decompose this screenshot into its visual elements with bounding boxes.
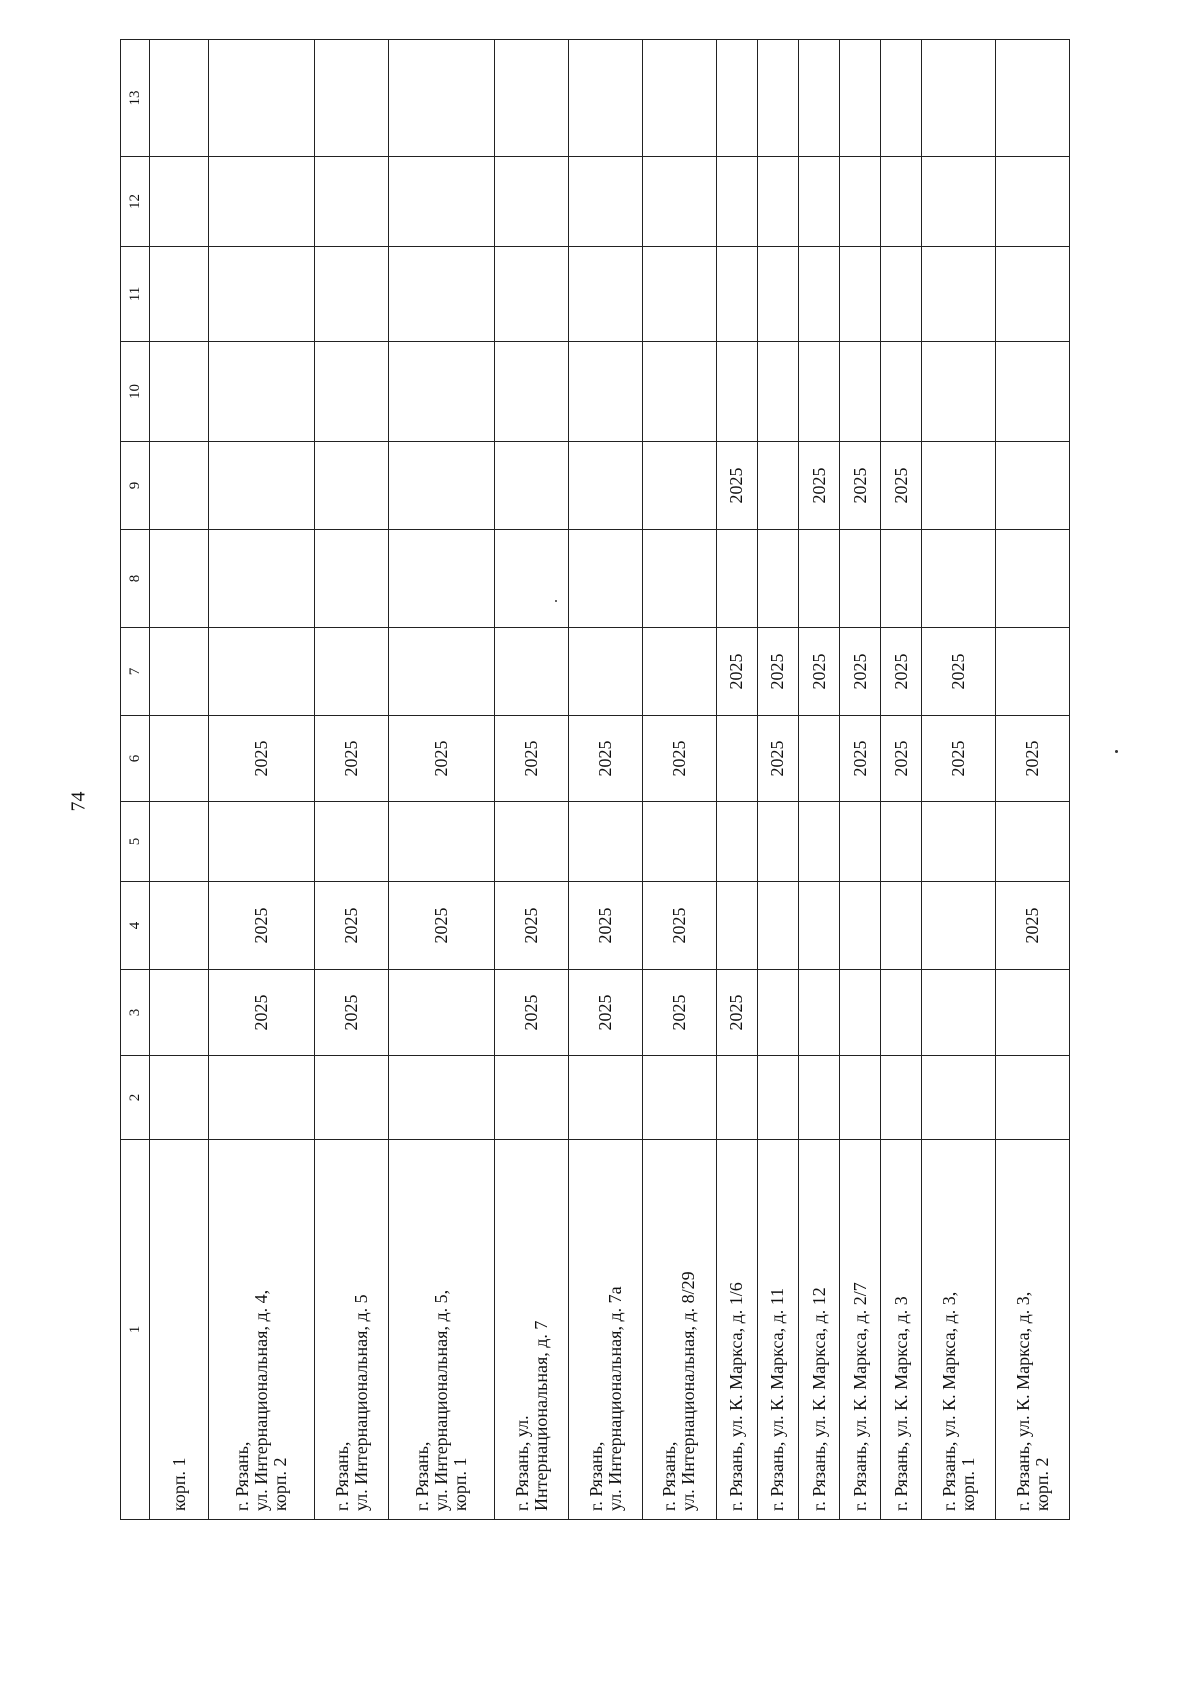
- year-cell-col-6: 2025: [569, 716, 643, 802]
- year-cell-col-6: 2025: [840, 716, 881, 802]
- year-cell-col-9: [642, 442, 716, 530]
- column-header-12: 12: [121, 157, 150, 247]
- schedule-table: [120, 39, 1070, 1520]
- year-cell-col-13: [996, 40, 1070, 157]
- year-cell-col-13: [881, 40, 922, 157]
- year-cell-col-11: [840, 247, 881, 342]
- page-number: 74: [67, 791, 90, 812]
- table-row: [315, 40, 389, 1520]
- year-cell-col-8: [209, 530, 315, 628]
- year-cell-col-3: [389, 970, 495, 1056]
- year-cell-col-5: [716, 802, 757, 882]
- year-cell-col-11: [315, 247, 389, 342]
- address-cell: г. Рязань, ул. К. Маркса, д. 11: [757, 1140, 798, 1520]
- year-cell-col-11: [495, 247, 569, 342]
- year-cell-col-4: [798, 882, 839, 970]
- table-row: [150, 40, 209, 1520]
- year-cell-col-10: [757, 342, 798, 442]
- year-cell-col-8: [389, 530, 495, 628]
- year-cell-col-3: 2025: [495, 970, 569, 1056]
- year-cell-col-8: [922, 530, 996, 628]
- year-cell-col-2: [922, 1056, 996, 1140]
- table-row: [922, 40, 996, 1520]
- year-cell-col-11: [209, 247, 315, 342]
- year-cell-col-6: 2025: [881, 716, 922, 802]
- address-cell: г. Рязань, ул. К. Маркса, д. 2/7: [840, 1140, 881, 1520]
- year-cell-col-4: [881, 882, 922, 970]
- year-cell-col-6: [798, 716, 839, 802]
- year-cell-col-9: [922, 442, 996, 530]
- year-cell-col-3: 2025: [569, 970, 643, 1056]
- year-cell-col-5: [315, 802, 389, 882]
- year-cell-col-6: 2025: [757, 716, 798, 802]
- year-cell-col-8: [757, 530, 798, 628]
- year-cell-col-9: 2025: [798, 442, 839, 530]
- year-cell-col-6: 2025: [209, 716, 315, 802]
- year-cell-col-5: [642, 802, 716, 882]
- year-cell-col-8: [569, 530, 643, 628]
- year-cell-col-7: [209, 628, 315, 716]
- year-cell-col-5: [150, 802, 209, 882]
- year-cell-col-11: [150, 247, 209, 342]
- year-cell-col-11: [798, 247, 839, 342]
- address-cell: г. Рязань, ул. Интернациональная, д. 5, корп. 1: [389, 1140, 495, 1520]
- year-cell-col-4: 2025: [569, 882, 643, 970]
- address-cell: корп. 1: [150, 1140, 209, 1520]
- year-cell-col-10: [798, 342, 839, 442]
- column-header-4: 4: [121, 882, 150, 970]
- year-cell-col-12: [389, 157, 495, 247]
- table-body: [150, 40, 1070, 1520]
- year-cell-col-13: [495, 40, 569, 157]
- year-cell-col-8: [716, 530, 757, 628]
- year-cell-col-12: [798, 157, 839, 247]
- year-cell-col-3: 2025: [716, 970, 757, 1056]
- address-cell: г. Рязань, ул. Интернациональная, д. 4, корп. 2: [209, 1140, 315, 1520]
- year-cell-col-4: [840, 882, 881, 970]
- year-cell-col-10: [569, 342, 643, 442]
- year-cell-col-3: [996, 970, 1070, 1056]
- year-cell-col-2: [315, 1056, 389, 1140]
- year-cell-col-7: [569, 628, 643, 716]
- year-cell-col-12: [569, 157, 643, 247]
- year-cell-col-9: [757, 442, 798, 530]
- year-cell-col-7: 2025: [798, 628, 839, 716]
- table-row: [495, 40, 569, 1520]
- year-cell-col-2: [881, 1056, 922, 1140]
- year-cell-col-3: 2025: [315, 970, 389, 1056]
- year-cell-col-9: 2025: [840, 442, 881, 530]
- year-cell-col-7: 2025: [716, 628, 757, 716]
- year-cell-col-7: 2025: [881, 628, 922, 716]
- year-cell-col-6: [716, 716, 757, 802]
- year-cell-col-10: [209, 342, 315, 442]
- year-cell-col-10: [840, 342, 881, 442]
- year-cell-col-2: [840, 1056, 881, 1140]
- year-cell-col-7: 2025: [757, 628, 798, 716]
- year-cell-col-11: [881, 247, 922, 342]
- year-cell-col-13: [150, 40, 209, 157]
- year-cell-col-9: [315, 442, 389, 530]
- year-cell-col-11: [922, 247, 996, 342]
- year-cell-col-11: [757, 247, 798, 342]
- year-cell-col-9: 2025: [881, 442, 922, 530]
- column-header-1: 1: [121, 1140, 150, 1520]
- year-cell-col-10: [716, 342, 757, 442]
- schedule-table-rotated: [120, 90, 1070, 1520]
- year-cell-col-13: [642, 40, 716, 157]
- year-cell-col-5: [881, 802, 922, 882]
- address-cell: г. Рязань, ул. К. Маркса, д. 3, корп. 1: [922, 1140, 996, 1520]
- year-cell-col-6: 2025: [996, 716, 1070, 802]
- year-cell-col-12: [996, 157, 1070, 247]
- year-cell-col-8: [315, 530, 389, 628]
- table-row: [389, 40, 495, 1520]
- year-cell-col-12: [757, 157, 798, 247]
- table-row: [757, 40, 798, 1520]
- year-cell-col-8: [642, 530, 716, 628]
- year-cell-col-3: 2025: [642, 970, 716, 1056]
- column-header-9: 9: [121, 442, 150, 530]
- year-cell-col-4: 2025: [209, 882, 315, 970]
- year-cell-col-12: [209, 157, 315, 247]
- year-cell-col-13: [315, 40, 389, 157]
- year-cell-col-4: [757, 882, 798, 970]
- year-cell-col-5: [798, 802, 839, 882]
- year-cell-col-7: [150, 628, 209, 716]
- year-cell-col-10: [150, 342, 209, 442]
- year-cell-col-11: [996, 247, 1070, 342]
- year-cell-col-4: [922, 882, 996, 970]
- year-cell-col-7: 2025: [922, 628, 996, 716]
- year-cell-col-10: [922, 342, 996, 442]
- year-cell-col-12: [922, 157, 996, 247]
- year-cell-col-7: [996, 628, 1070, 716]
- year-cell-col-2: [389, 1056, 495, 1140]
- table-row: [716, 40, 757, 1520]
- year-cell-col-13: [209, 40, 315, 157]
- year-cell-col-10: [495, 342, 569, 442]
- year-cell-col-6: [150, 716, 209, 802]
- address-cell: г. Рязань, ул. К. Маркса, д. 3, корп. 2: [996, 1140, 1070, 1520]
- year-cell-col-6: 2025: [389, 716, 495, 802]
- column-header-6: 6: [121, 716, 150, 802]
- table-row: [798, 40, 839, 1520]
- year-cell-col-6: 2025: [922, 716, 996, 802]
- year-cell-col-2: [716, 1056, 757, 1140]
- address-cell: г. Рязань, ул. К. Маркса, д. 3: [881, 1140, 922, 1520]
- year-cell-col-10: [389, 342, 495, 442]
- year-cell-col-9: [209, 442, 315, 530]
- year-cell-col-8: [996, 530, 1070, 628]
- year-cell-col-11: [716, 247, 757, 342]
- column-header-11: 11: [121, 247, 150, 342]
- address-cell: г. Рязань, ул. Интернациональная, д. 7а: [569, 1140, 643, 1520]
- year-cell-col-5: [209, 802, 315, 882]
- year-cell-col-13: [716, 40, 757, 157]
- year-cell-col-8: [150, 530, 209, 628]
- year-cell-col-8: [840, 530, 881, 628]
- year-cell-col-11: [569, 247, 643, 342]
- year-cell-col-11: [642, 247, 716, 342]
- year-cell-col-3: [840, 970, 881, 1056]
- year-cell-col-6: 2025: [642, 716, 716, 802]
- address-cell: г. Рязань, ул. К. Маркса, д. 12: [798, 1140, 839, 1520]
- year-cell-col-12: [495, 157, 569, 247]
- year-cell-col-3: [881, 970, 922, 1056]
- year-cell-col-5: [569, 802, 643, 882]
- year-cell-col-2: [642, 1056, 716, 1140]
- year-cell-col-4: 2025: [642, 882, 716, 970]
- table-row: [881, 40, 922, 1520]
- year-cell-col-6: 2025: [495, 716, 569, 802]
- year-cell-col-2: [798, 1056, 839, 1140]
- year-cell-col-13: [840, 40, 881, 157]
- year-cell-col-2: [996, 1056, 1070, 1140]
- column-header-13: 13: [121, 40, 150, 157]
- year-cell-col-2: [150, 1056, 209, 1140]
- table-row: [209, 40, 315, 1520]
- year-cell-col-12: [642, 157, 716, 247]
- year-cell-col-9: [996, 442, 1070, 530]
- column-header-10: 10: [121, 342, 150, 442]
- year-cell-col-11: [389, 247, 495, 342]
- year-cell-col-4: [716, 882, 757, 970]
- table-row: [996, 40, 1070, 1520]
- year-cell-col-2: [757, 1056, 798, 1140]
- year-cell-col-9: 2025: [716, 442, 757, 530]
- address-cell: г. Рязань, ул. К. Маркса, д. 1/6: [716, 1140, 757, 1520]
- year-cell-col-13: [389, 40, 495, 157]
- year-cell-col-12: [315, 157, 389, 247]
- year-cell-col-2: [209, 1056, 315, 1140]
- year-cell-col-7: [315, 628, 389, 716]
- year-cell-col-8: [881, 530, 922, 628]
- year-cell-col-13: [757, 40, 798, 157]
- year-cell-col-7: [495, 628, 569, 716]
- year-cell-col-7: 2025: [840, 628, 881, 716]
- year-cell-col-3: [798, 970, 839, 1056]
- address-cell: г. Рязань, ул. Интернациональная, д. 8/29: [642, 1140, 716, 1520]
- year-cell-col-12: [150, 157, 209, 247]
- year-cell-col-9: [569, 442, 643, 530]
- year-cell-col-3: [150, 970, 209, 1056]
- year-cell-col-3: [922, 970, 996, 1056]
- year-cell-col-3: [757, 970, 798, 1056]
- header-row: [121, 40, 150, 1520]
- year-cell-col-13: [569, 40, 643, 157]
- year-cell-col-8: [495, 530, 569, 628]
- year-cell-col-7: [389, 628, 495, 716]
- year-cell-col-9: [495, 442, 569, 530]
- table-row: [840, 40, 881, 1520]
- year-cell-col-5: [840, 802, 881, 882]
- table-row: [642, 40, 716, 1520]
- year-cell-col-5: [996, 802, 1070, 882]
- year-cell-col-2: [569, 1056, 643, 1140]
- year-cell-col-5: [495, 802, 569, 882]
- year-cell-col-10: [315, 342, 389, 442]
- year-cell-col-4: [150, 882, 209, 970]
- year-cell-col-5: [389, 802, 495, 882]
- year-cell-col-12: [881, 157, 922, 247]
- table-row: [569, 40, 643, 1520]
- scan-speck: [1115, 750, 1118, 753]
- year-cell-col-7: [642, 628, 716, 716]
- year-cell-col-13: [798, 40, 839, 157]
- address-cell: г. Рязань, ул. Интернациональная, д. 7: [495, 1140, 569, 1520]
- year-cell-col-13: [922, 40, 996, 157]
- column-header-8: 8: [121, 530, 150, 628]
- column-header-7: 7: [121, 628, 150, 716]
- year-cell-col-5: [922, 802, 996, 882]
- year-cell-col-4: 2025: [315, 882, 389, 970]
- year-cell-col-10: [642, 342, 716, 442]
- year-cell-col-3: 2025: [209, 970, 315, 1056]
- year-cell-col-2: [495, 1056, 569, 1140]
- address-cell: г. Рязань, ул. Интернациональная, д. 5: [315, 1140, 389, 1520]
- scan-speck: [555, 600, 557, 602]
- year-cell-col-4: 2025: [996, 882, 1070, 970]
- year-cell-col-5: [757, 802, 798, 882]
- year-cell-col-9: [150, 442, 209, 530]
- year-cell-col-4: 2025: [495, 882, 569, 970]
- year-cell-col-9: [389, 442, 495, 530]
- column-header-3: 3: [121, 970, 150, 1056]
- year-cell-col-10: [996, 342, 1070, 442]
- column-header-2: 2: [121, 1056, 150, 1140]
- column-header-5: 5: [121, 802, 150, 882]
- year-cell-col-12: [716, 157, 757, 247]
- year-cell-col-10: [881, 342, 922, 442]
- year-cell-col-8: [798, 530, 839, 628]
- year-cell-col-12: [840, 157, 881, 247]
- year-cell-col-4: 2025: [389, 882, 495, 970]
- year-cell-col-6: 2025: [315, 716, 389, 802]
